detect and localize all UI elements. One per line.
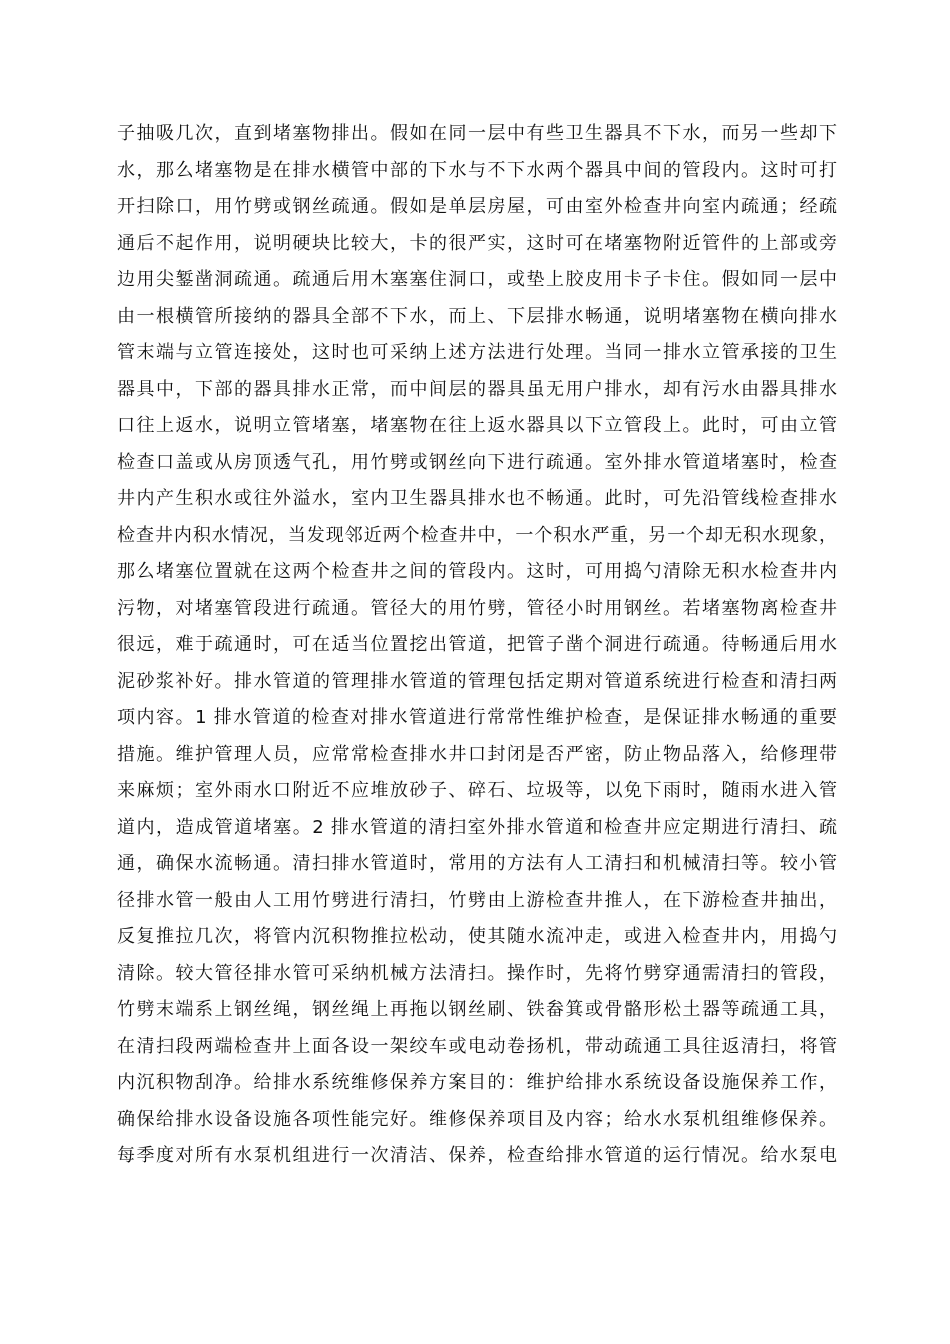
text-line: 措施。维护管理人员，应常常检查排水井口封闭是否严密，防止物品落入，给修理带 xyxy=(117,743,837,765)
text-line: 检查井内积水情况，当发现邻近两个检查井中，一个积水严重，另一个却无积水现象， xyxy=(117,524,837,546)
text-line: 通，确保水流畅通。清扫排水管道时，常用的方法有人工清扫和机械清扫等。较小管 xyxy=(117,853,837,874)
text-line: 口往上返水，说明立管堵塞，堵塞物在往上返水器具以下立管段上。此时，可由立管 xyxy=(117,415,837,436)
text-line: 很远，难于疏通时，可在适当位置挖出管道，把管子凿个洞进行疏通。待畅通后用水 xyxy=(117,634,837,655)
body-paragraph xyxy=(117,116,837,1175)
text-line: 开扫除口，用竹劈或钢丝疏通。假如是单层房屋，可由室外检查井向室内疏通；经疏 xyxy=(117,196,837,217)
text-line: 水，那么堵塞物是在排水横管中部的下水与不下水两个器具中间的管段内。这时可打 xyxy=(117,159,837,181)
text-line: 内沉积物刮净。给排水系统维修保养方案目的：维护给排水系统设备设施保养工作， xyxy=(117,1072,837,1093)
text-line: 由一根横管所接纳的器具全部不下水，而上、下层排水畅通，说明堵塞物在横向排水 xyxy=(117,305,837,327)
text-line: 管末端与立管连接处，这时也可采纳上述方法进行处理。当同一排水立管承接的卫生 xyxy=(117,342,837,363)
text-line: 项内容。1 排水管道的检查对排水管道进行常常性维护检查，是保证排水畅通的重要 xyxy=(117,707,837,728)
text-line: 检查口盖或从房顶透气孔，用竹劈或钢丝向下进行疏通。室外排水管道堵塞时，检查 xyxy=(117,451,837,473)
text-line: 每季度对所有水泵机组进行一次清洁、保养，检查给排水管道的运行情况。给水泵电 xyxy=(117,1145,837,1166)
text-line: 泥砂浆补好。排水管道的管理排水管道的管理包括定期对管道系统进行检查和清扫两 xyxy=(117,670,837,692)
text-line: 道内，造成管道堵塞。2 排水管道的清扫室外排水管道和检查井应定期进行清扫、疏 xyxy=(117,816,837,838)
text-line: 反复推拉几次，将管内沉积物推拉松动，使其随水流冲走，或进入检查井内，用捣勺 xyxy=(117,926,837,947)
text-line: 污物，对堵塞管段进行疏通。管径大的用竹劈，管径小时用钢丝。若堵塞物离检查井 xyxy=(117,597,837,619)
text-line: 在清扫段两端检查井上面各设一架绞车或电动卷扬机，带动疏通工具往返清扫，将管 xyxy=(117,1035,837,1057)
text-line: 通后不起作用，说明硬块比较大，卡的很严实，这时可在堵塞物附近管件的上部或旁 xyxy=(117,232,837,254)
text-line: 清除。较大管径排水管可采纳机械方法清扫。操作时，先将竹劈穿通需清扫的管段， xyxy=(117,962,837,984)
text-line: 边用尖錾凿洞疏通。疏通后用木塞塞住洞口，或垫上胶皮用卡子卡住。假如同一层中 xyxy=(117,269,837,290)
text-line: 器具中，下部的器具排水正常，而中间层的器具虽无用户排水，却有污水由器具排水 xyxy=(117,378,837,400)
text-line: 井内产生积水或往外溢水，室内卫生器具排水也不畅通。此时，可先沿管线检查排水 xyxy=(117,488,837,509)
text-line: 来麻烦；室外雨水口附近不应堆放砂子、碎石、垃圾等，以免下雨时，随雨水进入管 xyxy=(117,780,837,801)
text-line: 子抽吸几次，直到堵塞物排出。假如在同一层中有些卫生器具不下水，而另一些却下 xyxy=(117,123,837,144)
text-line: 那么堵塞位置就在这两个检查井之间的管段内。这时，可用捣勺清除无积水检查井内 xyxy=(117,561,837,582)
text-line: 径排水管一般由人工用竹劈进行清扫，竹劈由上游检查井推人，在下游检查井抽出， xyxy=(117,889,837,911)
text-line: 竹劈末端系上钢丝绳，钢丝绳上再拖以钢丝刷、铁畚箕或骨骼形松土器等疏通工具， xyxy=(117,999,837,1020)
text-line: 确保给排水设备设施各项性能完好。维修保养项目及内容；给水水泵机组维修保养。 xyxy=(117,1108,837,1130)
